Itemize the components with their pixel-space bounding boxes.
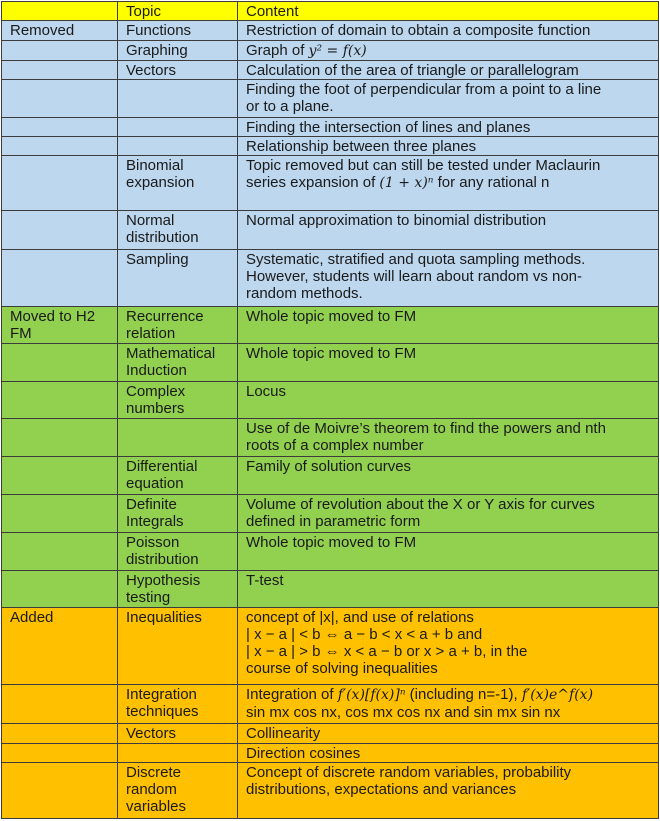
- topic-line: Complex: [126, 383, 186, 400]
- topic-cell: [118, 533, 238, 571]
- topic-cell: [118, 307, 238, 344]
- table-row: [2, 156, 659, 211]
- content-line: Family of solution curves: [246, 458, 412, 475]
- content-line: Finding the intersection of lines and planes: [246, 119, 531, 136]
- content-cell: [238, 21, 659, 41]
- content-line: Locus: [246, 383, 287, 400]
- table-row: [2, 763, 659, 819]
- content-cell: [238, 156, 659, 211]
- category-cell: [2, 344, 118, 382]
- table-row: [2, 137, 659, 156]
- topic-cell: [118, 571, 238, 608]
- header-topic: Topic: [118, 2, 238, 21]
- category-cell: [2, 156, 118, 211]
- math-expression: f′(x)e^f(x): [521, 687, 594, 703]
- content-text: (including n=-1),: [405, 686, 522, 703]
- topic-line: Integrals: [126, 513, 184, 530]
- math-expression: y² = f(x): [308, 43, 367, 59]
- content-cell: [238, 744, 659, 763]
- topic-cell: Functions: [118, 21, 238, 41]
- content-cell: [238, 80, 659, 118]
- category-cell: [2, 250, 118, 307]
- topic-line: Definite: [126, 496, 177, 513]
- content-line: Volume of revolution about the X or Y axis for curves: [246, 496, 595, 513]
- table-row: [2, 61, 659, 80]
- content-text: series expansion of: [246, 174, 380, 191]
- content-line: roots of a complex number: [246, 437, 424, 454]
- topic-line: equation: [126, 475, 184, 492]
- content-line: random methods.: [246, 285, 363, 302]
- category-cell: [2, 457, 118, 495]
- content-cell: [238, 307, 659, 344]
- content-line: Calculation of the area of triangle or parallelogram: [246, 62, 579, 79]
- topic-cell: [118, 137, 238, 156]
- table-row: [2, 457, 659, 495]
- content-cell: [238, 495, 659, 533]
- header-content: Content: [238, 2, 659, 21]
- content-line: T-test: [246, 572, 284, 589]
- category-cell: [2, 80, 118, 118]
- content-cell: [238, 211, 659, 250]
- content-cell: [238, 344, 659, 382]
- content-line: Systematic, stratified and quota sampling methods.: [246, 251, 586, 268]
- table-row: [2, 533, 659, 571]
- content-line: course of solving inequalities: [246, 660, 438, 677]
- content-line: Collinearity: [246, 725, 321, 742]
- table-row: [2, 344, 659, 382]
- content-line: [246, 686, 652, 704]
- math-expression: (1 + x)ⁿ: [379, 175, 434, 191]
- topic-line: variables: [126, 798, 187, 815]
- header-category: [2, 2, 118, 21]
- table-row: [2, 250, 659, 307]
- category-cell: [2, 744, 118, 763]
- category-cell: [2, 307, 118, 344]
- category-cell: [2, 41, 118, 61]
- topic-line: Recurrence: [126, 308, 204, 325]
- topic-cell: [118, 763, 238, 819]
- topic-cell: [118, 211, 238, 250]
- content-cell: [238, 685, 659, 724]
- table-row: [2, 41, 659, 61]
- topic-cell: [118, 344, 238, 382]
- topic-line: Hypothesis: [126, 572, 201, 589]
- content-line: distributions, expectations and variances: [246, 781, 517, 798]
- content-line: concept of |x|, and use of relations: [246, 609, 474, 626]
- topic-line: Mathematical: [126, 345, 216, 362]
- topic-cell: [118, 419, 238, 457]
- category-cell: [2, 571, 118, 608]
- category-cell: [2, 763, 118, 819]
- content-line: Finding the foot of perpendicular from a point to a line: [246, 81, 602, 98]
- topic-cell: [118, 118, 238, 137]
- topic-line: Integration: [126, 686, 197, 703]
- content-line: or to a plane.: [246, 98, 334, 115]
- content-cell: [238, 250, 659, 307]
- content-line: Direction cosines: [246, 745, 361, 762]
- content-line: Restriction of domain to obtain a composite function: [246, 22, 591, 39]
- content-cell: [238, 533, 659, 571]
- topic-cell: Sampling: [118, 250, 238, 307]
- topic-line: techniques: [126, 703, 199, 720]
- topic-line: Discrete: [126, 764, 182, 781]
- content-line: Use of de Moivre’s theorem to find the powers and nth: [246, 420, 606, 437]
- topic-line: Normal: [126, 212, 175, 229]
- category-cell: [2, 685, 118, 724]
- content-cell: [238, 763, 659, 819]
- category-line: Moved to H2: [10, 308, 96, 325]
- category-cell: [2, 211, 118, 250]
- topic-line: Differential: [126, 458, 198, 475]
- table-row: [2, 307, 659, 344]
- table-row: [2, 382, 659, 419]
- topic-line: Induction: [126, 362, 187, 379]
- content-line: | x − a | > b ⇔ x < a − b or x > a + b, in the: [246, 643, 528, 660]
- content-line: sin mx cos nx, cos mx cos nx and sin mx sin nx: [246, 704, 561, 721]
- category-cell: [2, 495, 118, 533]
- content-line: However, students will learn about random vs non-: [246, 268, 583, 285]
- topic-cell: [118, 382, 238, 419]
- topic-cell: [118, 685, 238, 724]
- content-cell: [238, 724, 659, 744]
- table-row: [2, 495, 659, 533]
- table-row: [2, 685, 659, 724]
- table-row: [2, 419, 659, 457]
- content-line: defined in parametric form: [246, 513, 421, 530]
- category-cell: [2, 724, 118, 744]
- content-text: Integration of: [246, 686, 338, 703]
- content-line: Normal approximation to binomial distribution: [246, 212, 547, 229]
- table-row: [2, 724, 659, 744]
- content-line: Whole topic moved to FM: [246, 308, 417, 325]
- category-cell: [2, 61, 118, 80]
- content-cell: [238, 382, 659, 419]
- content-text: for any rational n: [433, 174, 550, 191]
- topic-cell: [118, 744, 238, 763]
- math-expression: f′(x)[f(x)]ⁿ: [337, 687, 406, 703]
- topic-line: numbers: [126, 400, 185, 417]
- content-line: Whole topic moved to FM: [246, 534, 417, 551]
- topic-line: random: [126, 781, 177, 798]
- syllabus-changes-table: [1, 1, 659, 819]
- content-cell: [238, 571, 659, 608]
- topic-cell: [118, 457, 238, 495]
- topic-line: distribution: [126, 229, 199, 246]
- content-cell: [238, 608, 659, 685]
- content-cell: [238, 457, 659, 495]
- content-text: Graph of: [246, 42, 309, 59]
- category-cell: Removed: [2, 21, 118, 41]
- category-cell: [2, 137, 118, 156]
- topic-line: Binomial: [126, 157, 184, 174]
- content-line: Concept of discrete random variables, probability: [246, 764, 572, 781]
- topic-cell: [118, 80, 238, 118]
- category-line: FM: [10, 325, 32, 342]
- topic-line: distribution: [126, 551, 199, 568]
- topic-cell: Inequalities: [118, 608, 238, 685]
- topic-line: relation: [126, 325, 176, 342]
- content-line: [246, 174, 652, 192]
- table-row: [2, 744, 659, 763]
- category-cell: [2, 118, 118, 137]
- table-row: [2, 211, 659, 250]
- category-cell: Added: [2, 608, 118, 685]
- content-cell: [238, 61, 659, 80]
- topic-line: expansion: [126, 174, 195, 191]
- category-cell: [2, 533, 118, 571]
- table-row: [2, 118, 659, 137]
- table-row: [2, 80, 659, 118]
- table-row: [2, 608, 659, 685]
- content-cell: [238, 118, 659, 137]
- table-row: [2, 571, 659, 608]
- content-line: | x − a | < b ⇔ a − b < x < a + b and: [246, 626, 483, 643]
- category-cell: [2, 419, 118, 457]
- content-line: Relationship between three planes: [246, 138, 477, 155]
- topic-cell: [118, 495, 238, 533]
- content-cell: [238, 41, 659, 61]
- topic-cell: Vectors: [118, 61, 238, 80]
- topic-line: testing: [126, 589, 171, 606]
- table-row: [2, 21, 659, 41]
- content-line: Topic removed but can still be tested under Maclaurin: [246, 157, 601, 174]
- topic-cell: [118, 156, 238, 211]
- content-line: Whole topic moved to FM: [246, 345, 417, 362]
- topic-line: Poisson: [126, 534, 180, 551]
- content-cell: [238, 419, 659, 457]
- header-row: [2, 2, 659, 21]
- topic-cell: Vectors: [118, 724, 238, 744]
- topic-cell: Graphing: [118, 41, 238, 61]
- category-cell: [2, 382, 118, 419]
- content-cell: [238, 137, 659, 156]
